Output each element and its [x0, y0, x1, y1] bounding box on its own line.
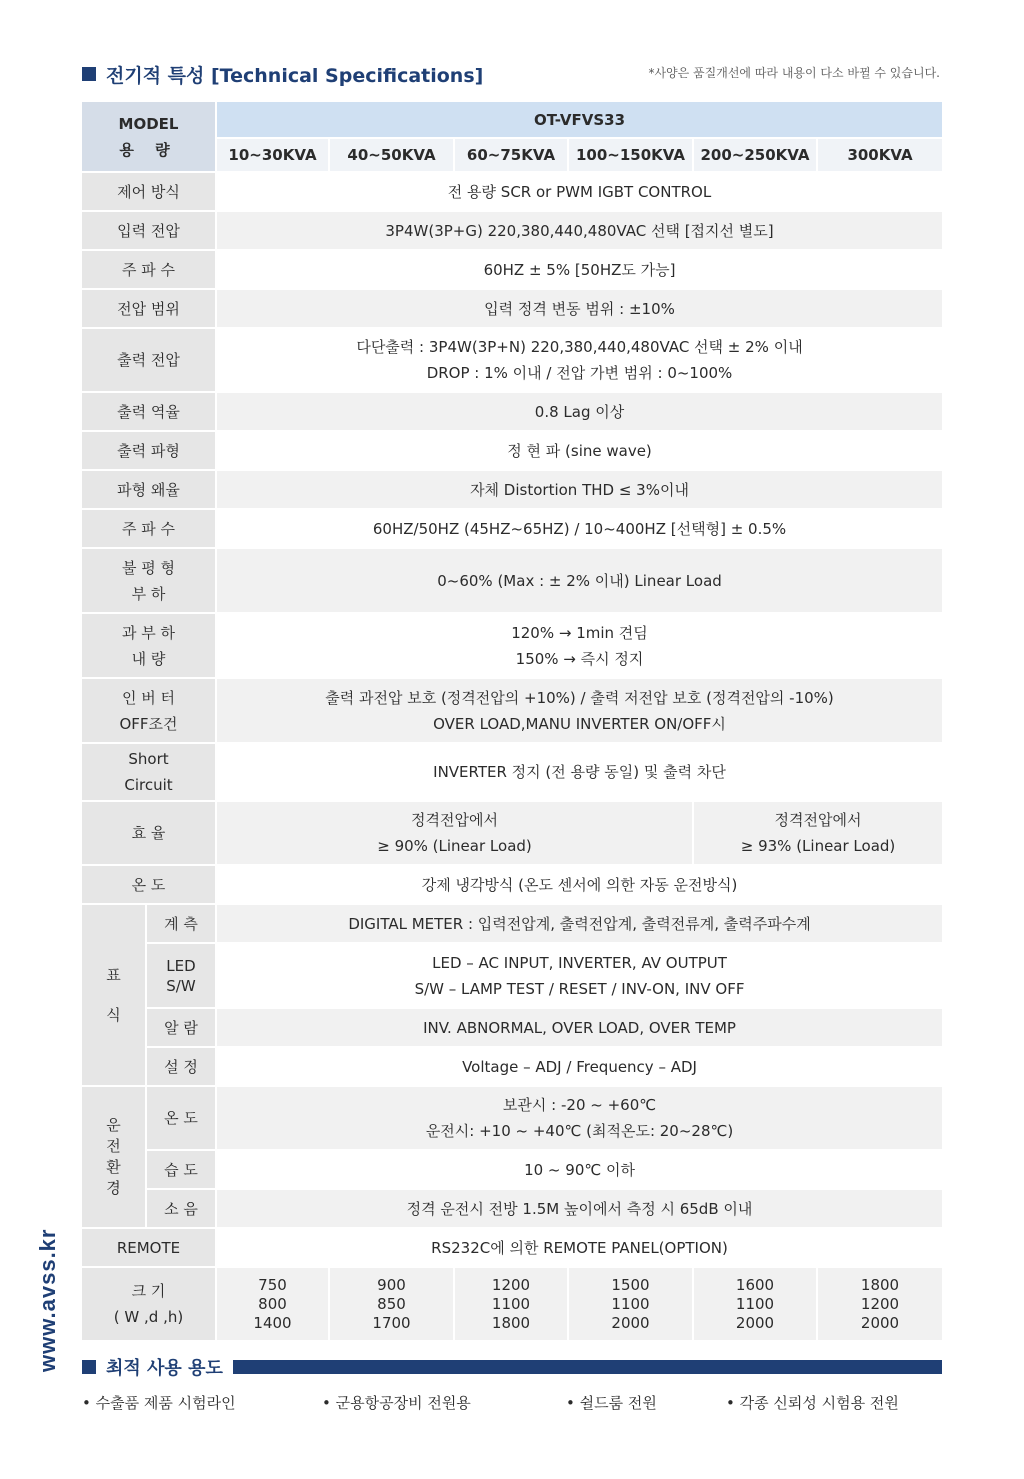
- label-line: 크 기: [131, 1282, 166, 1300]
- label-line: OFF조건: [119, 714, 178, 733]
- table-row: [82, 613, 942, 678]
- row-value: 60HZ/50HZ (45HZ~65HZ) / 10~400HZ [선택형] ± 0.5%: [216, 509, 942, 548]
- row-value: DIGITAL METER : 입력전압계, 출력전압계, 출력전류계, 출력주파수계: [216, 904, 942, 943]
- row-label: 주 파 수: [82, 250, 216, 289]
- row-value: 0~60% (Max : ± 2% 이내) Linear Load: [216, 548, 942, 613]
- table-row: [82, 509, 942, 548]
- row-label: 입력 전압: [82, 211, 216, 250]
- size-height: 2000: [611, 1313, 650, 1332]
- row-label: 설 정: [146, 1047, 216, 1086]
- size-height: 1400: [253, 1313, 292, 1332]
- row-value: [216, 801, 693, 865]
- table-row: [82, 392, 942, 431]
- spec-table: [82, 102, 942, 1342]
- size-cell: [454, 1267, 568, 1341]
- usage-title: 최적 사용 용도: [106, 1358, 223, 1379]
- size-width: 1500: [611, 1275, 650, 1294]
- row-label: [82, 743, 216, 801]
- label-line: Short: [128, 750, 169, 768]
- table-row: [82, 250, 942, 289]
- row-label: 제어 방식: [82, 172, 216, 211]
- row-label: [146, 943, 216, 1008]
- value-line: S/W – LAMP TEST / RESET / INV-ON, INV OFF: [414, 979, 745, 998]
- capacity-col: 40~50KVA: [329, 138, 454, 172]
- row-label: 파형 왜율: [82, 470, 216, 509]
- row-value: 60HZ ± 5% [50HZ도 가능]: [216, 250, 942, 289]
- row-label: 온 도: [82, 865, 216, 904]
- capacity-col: 60~75KVA: [454, 138, 568, 172]
- label-line: 운전환경: [106, 1116, 121, 1197]
- usage-item: • 수출품 제품 시험라인: [82, 1394, 236, 1412]
- size-width: 900: [377, 1275, 406, 1294]
- table-row: [82, 1228, 942, 1267]
- row-value: 정 현 파 (sine wave): [216, 431, 942, 470]
- value-line: 150% → 즉시 정지: [515, 649, 644, 668]
- label-line: 인 버 터: [121, 688, 175, 707]
- usage-list: [82, 1392, 942, 1416]
- size-cell: [817, 1267, 942, 1341]
- row-label: [82, 613, 216, 678]
- row-value: Voltage – ADJ / Frequency – ADJ: [216, 1047, 942, 1086]
- row-label: 전압 범위: [82, 289, 216, 328]
- label-line: 식: [106, 1006, 121, 1024]
- capacity-label: 용 량: [119, 140, 178, 159]
- website-url: www.avss.kr: [35, 1228, 60, 1372]
- label-line: 불 평 형: [121, 558, 175, 577]
- row-label: 출력 역율: [82, 392, 216, 431]
- table-row: [82, 943, 942, 1008]
- table-row: [82, 1267, 942, 1341]
- spec-change-note: *사양은 품질개선에 따라 내용이 다소 바뀔 수 있습니다.: [648, 66, 940, 80]
- row-value: 0.8 Lag 이상: [216, 392, 942, 431]
- row-label: REMOTE: [82, 1228, 216, 1267]
- capacity-col: 100~150KVA: [568, 138, 693, 172]
- label-line: 표: [106, 966, 121, 984]
- row-value: [216, 613, 942, 678]
- label-line: LED: [166, 956, 196, 975]
- group-label-environment: [82, 1086, 146, 1228]
- size-width: 1200: [491, 1275, 531, 1294]
- table-row: [82, 678, 942, 743]
- value-line: DROP : 1% 이내 / 전압 가변 범위 : 0~100%: [426, 364, 733, 382]
- usage-title-bar: [233, 1360, 942, 1374]
- size-height: 2000: [860, 1313, 900, 1332]
- row-value: 전 용량 SCR or PWM IGBT CONTROL: [216, 172, 942, 211]
- row-value: [216, 1086, 942, 1150]
- value-line: 정격전압에서: [411, 811, 498, 829]
- row-label: 효 율: [82, 801, 216, 865]
- model-label: MODEL: [118, 114, 179, 133]
- usage-section-header: [82, 1355, 942, 1379]
- value-line: 120% → 1min 견딤: [511, 623, 648, 642]
- size-width: 1800: [860, 1275, 900, 1294]
- capacity-col: 10~30KVA: [216, 138, 329, 172]
- size-cell: [216, 1267, 329, 1341]
- label-line: ( W ,d ,h): [113, 1308, 184, 1326]
- size-height: 1800: [491, 1313, 531, 1332]
- model-header-cell: [82, 102, 216, 172]
- size-depth: 800: [258, 1294, 287, 1313]
- table-row: [82, 328, 942, 392]
- row-value: RS232C에 의한 REMOTE PANEL(OPTION): [216, 1228, 942, 1267]
- table-row: [82, 1047, 942, 1086]
- row-label: [82, 678, 216, 743]
- usage-item: • 각종 신뢰성 시험용 전원: [726, 1394, 899, 1412]
- row-label: 소 음: [146, 1189, 216, 1228]
- label-line: 부 하: [131, 584, 166, 603]
- value-line: 운전시: +10 ~ +40℃ (최적온도: 20~28℃): [425, 1122, 734, 1140]
- row-value: [216, 678, 942, 743]
- row-value: 10 ~ 90℃ 이하: [216, 1150, 942, 1189]
- size-width: 750: [258, 1275, 287, 1294]
- size-height: 1700: [372, 1313, 411, 1332]
- table-row: [82, 548, 942, 613]
- value-line: LED – AC INPUT, INVERTER, AV OUTPUT: [432, 953, 727, 972]
- size-height: 2000: [735, 1313, 775, 1332]
- table-row: [82, 211, 942, 250]
- size-cell: [693, 1267, 817, 1341]
- row-value: 강제 냉각방식 (온도 센서에 의한 자동 운전방식): [216, 865, 942, 904]
- table-row: [82, 172, 942, 211]
- group-label-display: [82, 904, 146, 1086]
- row-value: 3P4W(3P+G) 220,380,440,480VAC 선택 [접지선 별도]: [216, 211, 942, 250]
- table-row: [82, 865, 942, 904]
- row-label: 온 도: [146, 1086, 216, 1150]
- row-value: INV. ABNORMAL, OVER LOAD, OVER TEMP: [216, 1008, 942, 1047]
- row-value: 정격 운전시 전방 1.5M 높이에서 측정 시 65dB 이내: [216, 1189, 942, 1228]
- row-label: 습 도: [146, 1150, 216, 1189]
- size-cell: [568, 1267, 693, 1341]
- capacity-col: 200~250KVA: [693, 138, 817, 172]
- size-depth: 1100: [735, 1294, 775, 1313]
- size-depth: 1100: [611, 1294, 650, 1313]
- row-label: 출력 파형: [82, 431, 216, 470]
- table-row: [82, 431, 942, 470]
- table-row: [82, 801, 942, 865]
- row-value: 자체 Distortion THD ≤ 3%이내: [216, 470, 942, 509]
- table-row: [82, 470, 942, 509]
- label-line: S/W: [166, 976, 196, 995]
- row-label: 알 람: [146, 1008, 216, 1047]
- model-name: OT-VFVS33: [216, 102, 942, 138]
- row-value: 입력 정격 변동 범위 : ±10%: [216, 289, 942, 328]
- table-row: [82, 1189, 942, 1228]
- size-depth: 1100: [491, 1294, 531, 1313]
- size-depth: 1200: [860, 1294, 900, 1313]
- section-title-text: 전기적 특성 [Technical Specifications]: [106, 64, 484, 87]
- table-row: [82, 743, 942, 801]
- row-label: 계 측: [146, 904, 216, 943]
- size-width: 1600: [735, 1275, 775, 1294]
- row-label: [82, 1267, 216, 1341]
- table-row: [82, 1008, 942, 1047]
- value-line: ≥ 93% (Linear Load): [740, 837, 896, 855]
- value-line: ≥ 90% (Linear Load): [377, 837, 532, 855]
- usage-item: • 군용항공장비 전원용: [322, 1394, 471, 1412]
- size-depth: 850: [377, 1294, 406, 1313]
- value-line: OVER LOAD,MANU INVERTER ON/OFF시: [433, 714, 726, 733]
- usage-square-icon: [82, 1360, 96, 1374]
- row-label: 주 파 수: [82, 509, 216, 548]
- capacity-col: 300KVA: [817, 138, 942, 172]
- section-title: [82, 58, 483, 90]
- label-line: 과 부 하: [121, 623, 175, 642]
- table-row: [82, 289, 942, 328]
- row-value: [693, 801, 942, 865]
- row-value: INVERTER 정지 (전 용량 동일) 및 출력 차단: [216, 743, 942, 801]
- title-square-icon: [82, 67, 96, 81]
- size-cell: [329, 1267, 454, 1341]
- usage-item: • 쉴드룸 전원: [566, 1394, 657, 1412]
- label-line: 내 량: [131, 649, 166, 668]
- table-row: [82, 1086, 942, 1150]
- label-line: Circuit: [124, 776, 173, 794]
- table-row: [82, 904, 942, 943]
- row-label: 출력 전압: [82, 328, 216, 392]
- value-line: 다단출력 : 3P4W(3P+N) 220,380,440,480VAC 선택 ± 2% 이내: [356, 338, 803, 356]
- row-value: [216, 328, 942, 392]
- row-value: [216, 943, 942, 1008]
- table-row: [82, 1150, 942, 1189]
- value-line: 정격전압에서: [774, 811, 862, 829]
- row-label: [82, 548, 216, 613]
- value-line: 보관시 : -20 ~ +60℃: [502, 1096, 657, 1114]
- value-line: 출력 과전압 보호 (정격전압의 +10%) / 출력 저전압 보호 (정격전압의 -10%): [325, 688, 834, 707]
